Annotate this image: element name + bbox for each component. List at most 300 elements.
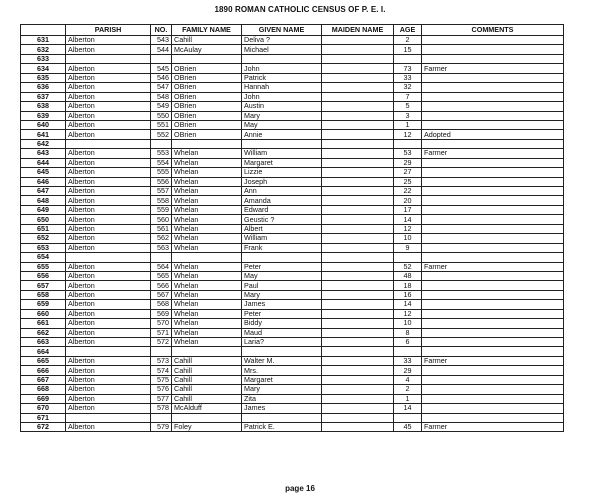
cell-parish: Alberton [66, 130, 151, 139]
cell-comments [422, 385, 564, 394]
cell-row-number: 633 [21, 54, 66, 63]
cell-given-name: Walter M. [242, 356, 322, 365]
cell-parish: Alberton [66, 234, 151, 243]
cell-row-number: 648 [21, 196, 66, 205]
cell-row-number: 646 [21, 177, 66, 186]
cell-maiden-name [322, 385, 394, 394]
cell-family-name: Cahill [172, 394, 242, 403]
cell-no: 568 [151, 300, 172, 309]
cell-parish: Alberton [66, 309, 151, 318]
cell-comments [422, 45, 564, 54]
cell-family-name: Whelan [172, 328, 242, 337]
cell-comments [422, 215, 564, 224]
cell-row-number: 654 [21, 253, 66, 262]
table-row [21, 158, 564, 167]
cell-given-name: Peter [242, 262, 322, 271]
cell-maiden-name [322, 205, 394, 214]
cell-given-name [242, 413, 322, 422]
cell-no: 577 [151, 394, 172, 403]
cell-comments [422, 404, 564, 413]
cell-row-number: 659 [21, 300, 66, 309]
cell-comments [422, 328, 564, 337]
cell-given-name: Biddy [242, 319, 322, 328]
cell-no: 544 [151, 45, 172, 54]
cell-no [151, 54, 172, 63]
cell-row-number: 671 [21, 413, 66, 422]
cell-no: 571 [151, 328, 172, 337]
cell-given-name: Geustic ? [242, 215, 322, 224]
cell-no: 569 [151, 309, 172, 318]
cell-comments [422, 271, 564, 280]
cell-given-name: Ann [242, 187, 322, 196]
cell-family-name: Cahill [172, 36, 242, 45]
cell-parish: Alberton [66, 102, 151, 111]
cell-age [394, 139, 422, 148]
cell-no: 559 [151, 205, 172, 214]
header-no: NO. [151, 25, 172, 36]
cell-row-number: 637 [21, 92, 66, 101]
table-row [21, 205, 564, 214]
cell-parish: Alberton [66, 73, 151, 82]
cell-age: 12 [394, 309, 422, 318]
cell-maiden-name [322, 158, 394, 167]
cell-maiden-name [322, 319, 394, 328]
cell-family-name: Whelan [172, 234, 242, 243]
header-comments: COMMENTS [422, 25, 564, 36]
cell-age: 5 [394, 102, 422, 111]
cell-maiden-name [322, 375, 394, 384]
cell-family-name: OBrien [172, 102, 242, 111]
cell-family-name [172, 413, 242, 422]
cell-no: 561 [151, 224, 172, 233]
cell-no: 555 [151, 168, 172, 177]
cell-given-name: Lizzie [242, 168, 322, 177]
cell-maiden-name [322, 224, 394, 233]
cell-no [151, 139, 172, 148]
cell-family-name: Whelan [172, 290, 242, 299]
cell-parish: Alberton [66, 92, 151, 101]
cell-given-name: Zita [242, 394, 322, 403]
cell-given-name: Deliva ? [242, 36, 322, 45]
cell-row-number: 635 [21, 73, 66, 82]
cell-age: 18 [394, 281, 422, 290]
cell-given-name: Edward [242, 205, 322, 214]
cell-row-number: 664 [21, 347, 66, 356]
cell-parish: Alberton [66, 168, 151, 177]
cell-family-name: Foley [172, 422, 242, 431]
cell-given-name: Mary [242, 290, 322, 299]
table-row [21, 102, 564, 111]
table-row [21, 120, 564, 129]
cell-parish: Alberton [66, 36, 151, 45]
cell-row-number: 639 [21, 111, 66, 120]
cell-given-name [242, 139, 322, 148]
cell-family-name: OBrien [172, 130, 242, 139]
cell-given-name: May [242, 120, 322, 129]
cell-given-name [242, 54, 322, 63]
cell-row-number: 645 [21, 168, 66, 177]
cell-family-name: Cahill [172, 375, 242, 384]
cell-given-name: Mrs. [242, 366, 322, 375]
cell-given-name: Margaret [242, 375, 322, 384]
cell-row-number: 672 [21, 422, 66, 431]
cell-family-name: Cahill [172, 366, 242, 375]
table-row [21, 168, 564, 177]
cell-no: 558 [151, 196, 172, 205]
cell-maiden-name [322, 196, 394, 205]
cell-row-number: 668 [21, 385, 66, 394]
header-row-number [21, 25, 66, 36]
table-row [21, 253, 564, 262]
cell-parish: Alberton [66, 366, 151, 375]
cell-age: 20 [394, 196, 422, 205]
cell-comments: Adopted [422, 130, 564, 139]
cell-comments [422, 375, 564, 384]
cell-family-name [172, 253, 242, 262]
cell-row-number: 663 [21, 338, 66, 347]
cell-row-number: 666 [21, 366, 66, 375]
cell-age [394, 54, 422, 63]
cell-maiden-name [322, 404, 394, 413]
cell-family-name: Whelan [172, 338, 242, 347]
table-row [21, 375, 564, 384]
cell-comments [422, 196, 564, 205]
cell-given-name: William [242, 149, 322, 158]
cell-no: 573 [151, 356, 172, 365]
cell-maiden-name [322, 366, 394, 375]
cell-no: 563 [151, 243, 172, 252]
cell-maiden-name [322, 130, 394, 139]
cell-age: 53 [394, 149, 422, 158]
cell-age: 8 [394, 328, 422, 337]
cell-row-number: 670 [21, 404, 66, 413]
cell-family-name: OBrien [172, 120, 242, 129]
cell-family-name: Cahill [172, 356, 242, 365]
cell-parish: Alberton [66, 319, 151, 328]
table-row [21, 139, 564, 148]
cell-maiden-name [322, 347, 394, 356]
cell-maiden-name [322, 168, 394, 177]
cell-comments: Farmer [422, 262, 564, 271]
table-row [21, 177, 564, 186]
cell-maiden-name [322, 73, 394, 82]
cell-given-name: Joseph [242, 177, 322, 186]
cell-family-name: Whelan [172, 271, 242, 280]
cell-maiden-name [322, 149, 394, 158]
table-row [21, 243, 564, 252]
table-row [21, 394, 564, 403]
cell-comments [422, 92, 564, 101]
cell-maiden-name [322, 187, 394, 196]
cell-parish: Alberton [66, 64, 151, 73]
cell-parish: Alberton [66, 83, 151, 92]
cell-age: 16 [394, 290, 422, 299]
cell-comments [422, 300, 564, 309]
cell-comments [422, 158, 564, 167]
cell-age: 27 [394, 168, 422, 177]
cell-row-number: 649 [21, 205, 66, 214]
cell-parish [66, 347, 151, 356]
cell-age [394, 413, 422, 422]
cell-age: 22 [394, 187, 422, 196]
cell-maiden-name [322, 271, 394, 280]
cell-maiden-name [322, 102, 394, 111]
cell-given-name: Patrick E. [242, 422, 322, 431]
cell-maiden-name [322, 139, 394, 148]
cell-age: 7 [394, 92, 422, 101]
cell-row-number: 631 [21, 36, 66, 45]
cell-row-number: 665 [21, 356, 66, 365]
header-row [21, 25, 564, 36]
cell-comments [422, 205, 564, 214]
cell-family-name: OBrien [172, 111, 242, 120]
table-row [21, 92, 564, 101]
cell-parish [66, 54, 151, 63]
table-row [21, 111, 564, 120]
table-row [21, 347, 564, 356]
cell-comments [422, 309, 564, 318]
cell-maiden-name [322, 290, 394, 299]
cell-given-name: Peter [242, 309, 322, 318]
cell-age: 52 [394, 262, 422, 271]
cell-comments [422, 102, 564, 111]
cell-parish: Alberton [66, 281, 151, 290]
cell-given-name: Frank [242, 243, 322, 252]
cell-parish: Alberton [66, 404, 151, 413]
cell-comments [422, 168, 564, 177]
cell-maiden-name [322, 253, 394, 262]
cell-family-name: Whelan [172, 262, 242, 271]
table-row [21, 83, 564, 92]
cell-maiden-name [322, 36, 394, 45]
cell-no: 565 [151, 271, 172, 280]
cell-age: 9 [394, 243, 422, 252]
cell-maiden-name [322, 328, 394, 337]
cell-row-number: 652 [21, 234, 66, 243]
cell-row-number: 641 [21, 130, 66, 139]
cell-no: 574 [151, 366, 172, 375]
cell-family-name: McAulay [172, 45, 242, 54]
cell-given-name: Paul [242, 281, 322, 290]
table-row [21, 262, 564, 271]
cell-comments [422, 54, 564, 63]
cell-age: 12 [394, 224, 422, 233]
cell-parish: Alberton [66, 120, 151, 129]
table-row [21, 328, 564, 337]
cell-comments [422, 413, 564, 422]
cell-parish: Alberton [66, 328, 151, 337]
cell-family-name: OBrien [172, 92, 242, 101]
cell-comments [422, 394, 564, 403]
cell-no: 576 [151, 385, 172, 394]
cell-age: 14 [394, 215, 422, 224]
cell-row-number: 640 [21, 120, 66, 129]
table-row [21, 271, 564, 280]
cell-no: 547 [151, 83, 172, 92]
cell-parish: Alberton [66, 422, 151, 431]
cell-parish [66, 139, 151, 148]
cell-parish: Alberton [66, 224, 151, 233]
cell-row-number: 636 [21, 83, 66, 92]
cell-comments [422, 224, 564, 233]
cell-no: 552 [151, 130, 172, 139]
header-age: AGE [394, 25, 422, 36]
cell-no: 566 [151, 281, 172, 290]
cell-maiden-name [322, 413, 394, 422]
cell-row-number: 657 [21, 281, 66, 290]
cell-no [151, 413, 172, 422]
cell-comments [422, 36, 564, 45]
page-number: page 16 [285, 484, 315, 493]
cell-given-name: Mary [242, 111, 322, 120]
cell-no: 546 [151, 73, 172, 82]
cell-family-name: Whelan [172, 300, 242, 309]
cell-age: 3 [394, 111, 422, 120]
cell-no: 578 [151, 404, 172, 413]
cell-age: 2 [394, 385, 422, 394]
cell-comments [422, 139, 564, 148]
cell-parish: Alberton [66, 271, 151, 280]
cell-no: 550 [151, 111, 172, 120]
cell-parish: Alberton [66, 187, 151, 196]
table-row [21, 187, 564, 196]
cell-age: 1 [394, 120, 422, 129]
cell-no: 575 [151, 375, 172, 384]
cell-age: 73 [394, 64, 422, 73]
header-maiden-name: MAIDEN NAME [322, 25, 394, 36]
cell-age: 48 [394, 271, 422, 280]
cell-no: 549 [151, 102, 172, 111]
cell-comments [422, 366, 564, 375]
cell-row-number: 643 [21, 149, 66, 158]
cell-comments [422, 73, 564, 82]
cell-given-name: Patrick [242, 73, 322, 82]
cell-maiden-name [322, 120, 394, 129]
cell-family-name: Whelan [172, 319, 242, 328]
cell-parish: Alberton [66, 158, 151, 167]
table-row [21, 149, 564, 158]
cell-family-name: Whelan [172, 309, 242, 318]
cell-parish: Alberton [66, 375, 151, 384]
cell-parish: Alberton [66, 149, 151, 158]
cell-no: 572 [151, 338, 172, 347]
table-row [21, 196, 564, 205]
cell-maiden-name [322, 92, 394, 101]
cell-no: 579 [151, 422, 172, 431]
cell-age: 33 [394, 356, 422, 365]
cell-comments [422, 338, 564, 347]
cell-row-number: 642 [21, 139, 66, 148]
cell-family-name: Whelan [172, 243, 242, 252]
cell-given-name: William [242, 234, 322, 243]
cell-row-number: 662 [21, 328, 66, 337]
table-row [21, 234, 564, 243]
cell-age: 2 [394, 36, 422, 45]
table-row [21, 54, 564, 63]
table-row [21, 319, 564, 328]
cell-age: 45 [394, 422, 422, 431]
cell-no [151, 253, 172, 262]
cell-family-name: Whelan [172, 224, 242, 233]
cell-maiden-name [322, 422, 394, 431]
cell-maiden-name [322, 338, 394, 347]
cell-age [394, 253, 422, 262]
census-body [21, 36, 564, 432]
cell-comments [422, 234, 564, 243]
cell-age: 25 [394, 177, 422, 186]
cell-age: 15 [394, 45, 422, 54]
cell-given-name [242, 347, 322, 356]
cell-age: 10 [394, 234, 422, 243]
table-row [21, 64, 564, 73]
cell-family-name: Cahill [172, 385, 242, 394]
cell-comments [422, 253, 564, 262]
cell-row-number: 644 [21, 158, 66, 167]
cell-family-name: OBrien [172, 73, 242, 82]
cell-age: 4 [394, 375, 422, 384]
cell-family-name: Whelan [172, 281, 242, 290]
cell-given-name: Mary [242, 385, 322, 394]
cell-comments [422, 347, 564, 356]
cell-no: 567 [151, 290, 172, 299]
cell-family-name [172, 139, 242, 148]
cell-maiden-name [322, 262, 394, 271]
cell-age: 29 [394, 366, 422, 375]
cell-comments [422, 243, 564, 252]
cell-given-name: Amanda [242, 196, 322, 205]
cell-given-name: May [242, 271, 322, 280]
cell-no: 543 [151, 36, 172, 45]
cell-comments [422, 111, 564, 120]
table-row [21, 413, 564, 422]
cell-row-number: 634 [21, 64, 66, 73]
cell-no [151, 347, 172, 356]
cell-parish: Alberton [66, 215, 151, 224]
cell-family-name: Whelan [172, 177, 242, 186]
cell-parish: Alberton [66, 177, 151, 186]
cell-comments: Farmer [422, 356, 564, 365]
cell-parish: Alberton [66, 262, 151, 271]
cell-comments: Farmer [422, 149, 564, 158]
cell-given-name: Albert [242, 224, 322, 233]
table-row [21, 338, 564, 347]
cell-age: 17 [394, 205, 422, 214]
cell-age: 33 [394, 73, 422, 82]
cell-maiden-name [322, 309, 394, 318]
cell-maiden-name [322, 356, 394, 365]
cell-row-number: 655 [21, 262, 66, 271]
cell-row-number: 660 [21, 309, 66, 318]
table-row [21, 404, 564, 413]
table-row [21, 300, 564, 309]
cell-family-name: McAlduff [172, 404, 242, 413]
cell-comments: Farmer [422, 64, 564, 73]
cell-given-name: Hannah [242, 83, 322, 92]
cell-comments: Farmer [422, 422, 564, 431]
cell-parish: Alberton [66, 196, 151, 205]
cell-row-number: 632 [21, 45, 66, 54]
cell-parish: Alberton [66, 205, 151, 214]
cell-maiden-name [322, 281, 394, 290]
cell-maiden-name [322, 243, 394, 252]
cell-comments [422, 120, 564, 129]
cell-given-name [242, 253, 322, 262]
cell-comments [422, 290, 564, 299]
cell-row-number: 661 [21, 319, 66, 328]
cell-row-number: 656 [21, 271, 66, 280]
cell-maiden-name [322, 234, 394, 243]
cell-no: 551 [151, 120, 172, 129]
